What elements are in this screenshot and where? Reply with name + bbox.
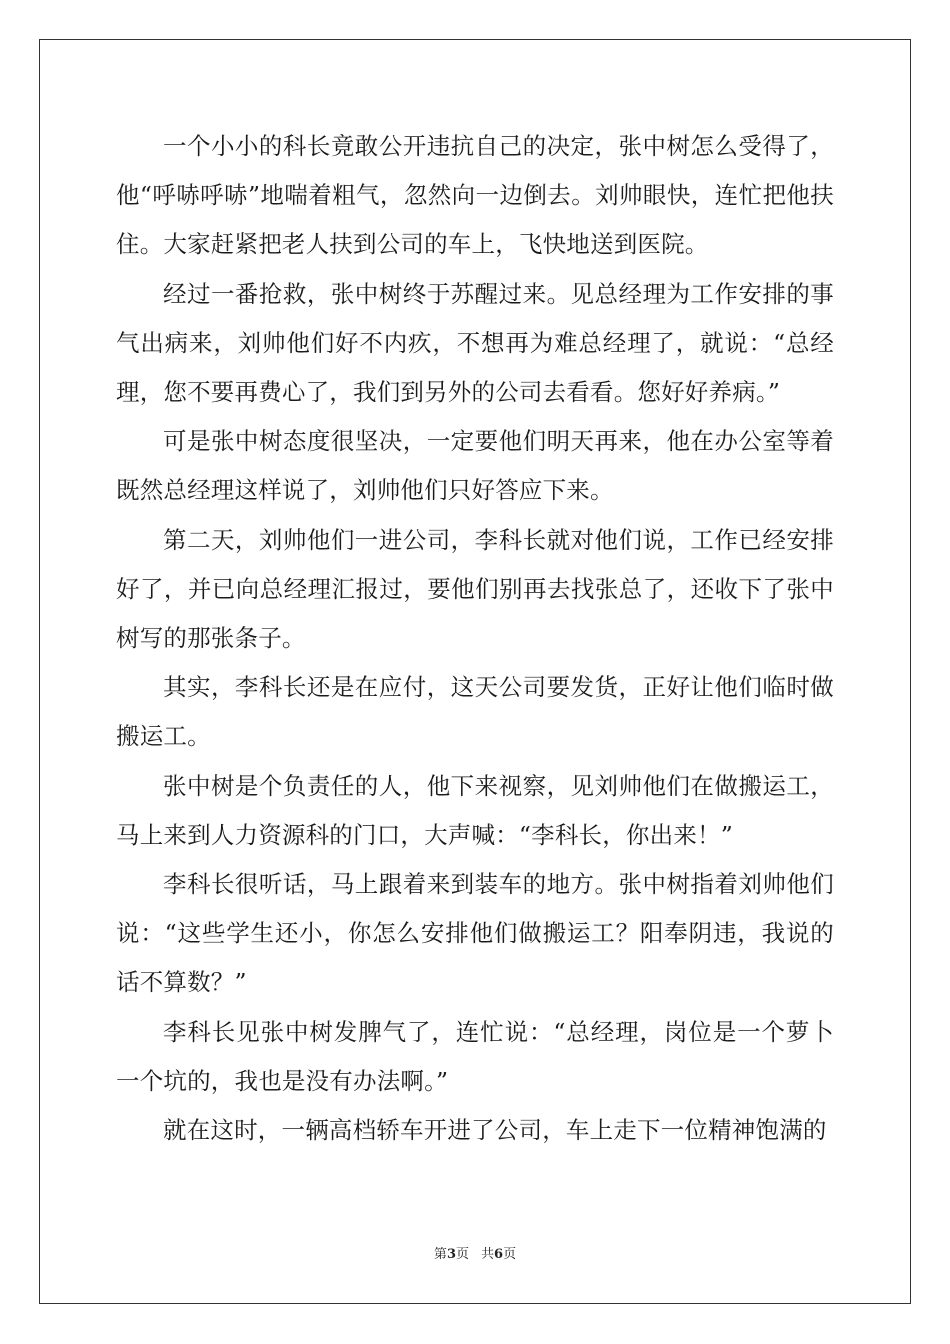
page-current: 3: [446, 1247, 456, 1262]
paragraph: 可是张中树态度很坚决，一定要他们明天再来，他在办公室等着既然总经理这样说了，刘帅他们只好答应下来。: [116, 427, 834, 505]
paragraph: 其实，李科长还是在应付，这天公司要发货，正好让他们临时做搬运工。: [116, 673, 834, 751]
total-prefix: 共: [481, 1247, 495, 1262]
paragraph: 一个小小的科长竟敢公开违抗自己的决定，张中树怎么受得了，他“呼哧呼哧”地喘着粗气，忽然向一边倒去。刘帅眼快，连忙把他扶住。大家赶紧把老人扶到公司的车上，飞快地送到医院。: [116, 132, 834, 259]
paragraph: 就在这时，一辆高档轿车开进了公司，车上走下一位精神饱满的: [163, 1116, 827, 1145]
paragraph: 李科长很听话，马上跟着来到装车的地方。张中树指着刘帅他们说：“这些学生还小，你怎么安排他们做搬运工？阳奉阴违，我说的话不算数？”: [116, 870, 834, 997]
page-total: 6: [494, 1247, 504, 1262]
page-prefix: 第: [433, 1247, 447, 1262]
paragraph: 张中树是个负责任的人，他下来视察，见刘帅他们在做搬运工，马上来到人力资源科的门口，大声喊：“李科长，你出来！”: [116, 771, 834, 849]
paragraph: 经过一番抢救，张中树终于苏醒过来。见总经理为工作安排的事气出病来，刘帅他们好不内疚，不想再为难总经理了，就说：“总经理，您不要再费心了，我们到另外的公司去看看。您好好养病。”: [116, 279, 834, 407]
paragraph: 李科长见张中树发脾气了，连忙说：“总经理，岗位是一个萝卜一个坑的，我也是没有办法啊。”: [116, 1017, 834, 1095]
total-suffix: 页: [503, 1247, 517, 1262]
paragraph: 第二天，刘帅他们一进公司，李科长就对他们说，工作已经安排好了，并已向总经理汇报过，要他们别再去找张总了，还收下了张中树写的那张条子。: [116, 525, 834, 653]
document-body: [116, 122, 834, 1155]
page-suffix: 页: [455, 1247, 469, 1262]
page-footer: [0, 1246, 950, 1264]
